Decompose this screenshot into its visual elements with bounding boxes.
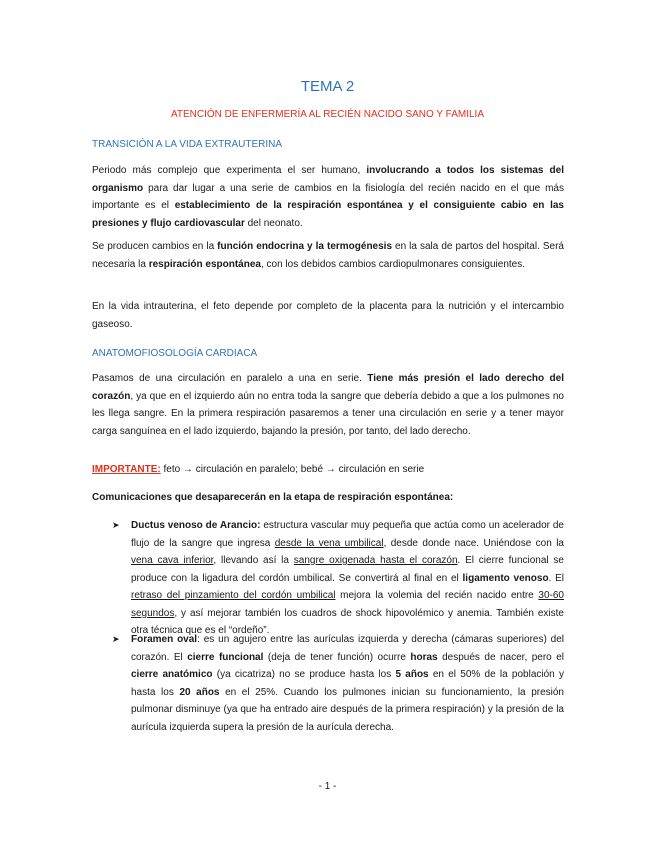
bold-run: Foramen oval bbox=[131, 634, 198, 645]
bold-run: Tiene más presión el lado derecho del corazón bbox=[92, 373, 564, 402]
underlined-run: sangre oxigenada hasta el corazón bbox=[293, 555, 458, 566]
section-heading-transicion: TRANSICIÓN A LA VIDA EXTRAUTERINA bbox=[92, 139, 283, 150]
bold-run: horas bbox=[410, 651, 438, 663]
list-item-ductus-venoso bbox=[112, 517, 565, 640]
paragraph-circulacion bbox=[92, 370, 564, 440]
text-run: , llevando así la bbox=[213, 555, 294, 566]
paragraph-transicion-2 bbox=[92, 238, 564, 273]
bullet-arrow-icon: ➤ bbox=[112, 634, 120, 644]
text-run: (deja de tener función) ocurre bbox=[263, 651, 411, 663]
bold-run: ligamento venoso bbox=[462, 572, 549, 584]
bold-run: Ductus venoso de Arancio: bbox=[131, 520, 261, 531]
text-run: : es un agujero entre las aurículas izquierda y derecha (cámaras superiores) del corazón. El bbox=[131, 634, 564, 663]
underlined-run: 30-60 segundos bbox=[131, 590, 564, 619]
text-run: , y así mejorar también los cuadros de shock hipovolémico y anemia. También existe otra técnica que es el “ordeño”. bbox=[131, 607, 564, 636]
communications-heading: Comunicaciones que desaparecerán en la etapa de respiración espontánea: bbox=[92, 492, 454, 503]
bold-run: cierre anatómico bbox=[131, 669, 213, 680]
underlined-run: retraso del pinzamiento del cordón umbilical bbox=[131, 590, 336, 601]
page-title: TEMA 2 bbox=[300, 78, 355, 95]
underlined-run: vena cava inferior bbox=[131, 555, 214, 566]
page-number: - 1 - bbox=[318, 781, 337, 792]
bold-run: cierre funcional bbox=[187, 651, 264, 663]
underlined-run: desde la vena umbilical bbox=[274, 537, 384, 549]
list-item-foramen-oval bbox=[112, 631, 564, 736]
bold-run: establecimiento de la respiración espontánea y el consiguiente cabio en las presiones y flujo cardiovascular bbox=[92, 200, 564, 229]
bold-run: función endocrina y la termogénesis bbox=[217, 241, 393, 252]
important-label: IMPORTANTE: bbox=[92, 464, 161, 475]
text-run: para dar lugar a una serie de cambios en la fisiología del recién nacido en el que más importante es el bbox=[92, 182, 564, 211]
important-text: feto → circulación en paralelo; bebé → circulación en serie bbox=[160, 464, 425, 475]
bold-run: respiración espontánea bbox=[148, 258, 261, 270]
paragraph-transicion-1 bbox=[92, 162, 564, 232]
text-run: en la sala de partos del hospital. Será necesaria la bbox=[92, 241, 564, 270]
text-run: . El bbox=[548, 572, 565, 584]
section-heading-anatomofisiologia: ANATOMOFIOSOLOGÍA CARDIACA bbox=[92, 348, 258, 359]
important-note bbox=[92, 464, 424, 475]
paragraph-transicion-3: En la vida intrauterina, el feto depende por completo de la placenta para la nutrición y el intercambio gaseoso. bbox=[92, 301, 564, 330]
text-run: Periodo más complejo que experimenta el ser humano, bbox=[92, 165, 367, 176]
text-run: en el 50% de la población y hasta los bbox=[131, 669, 564, 698]
bold-run: 20 años bbox=[179, 686, 220, 698]
text-run: , desde donde nace. Uniéndose con la bbox=[383, 537, 564, 549]
text-run: , ya que en el izquierdo aún no entra toda la sangre que debería debido a que a los pulmones no les llega sangre. En la primera respiración pasaremos a tener una circulación en serie y a tener mayor carga sanguínea en el lado izquierdo, bajando la presión, por tanto, del lado derecho. bbox=[92, 390, 564, 437]
page-subtitle: ATENCIÓN DE ENFERMERÍA AL RECIÉN NACIDO SANO Y FAMILIA bbox=[170, 109, 485, 120]
text-run: Pasamos de una circulación en paralelo a una en serie. bbox=[92, 373, 368, 384]
bold-run: 5 años bbox=[395, 669, 429, 680]
text-run: Se producen cambios en la bbox=[92, 241, 218, 252]
text-run: . El cierre funcional se produce con la ligadura del cordón umbilical. Se convertirá al final en el bbox=[131, 555, 564, 584]
text-run: en el 25%. Cuando los pulmones inician su funcionamiento, la presión pulmonar disminuye (ya que ha entrado aire después de la primera respiración) y la presión de la aurícula izquierda supera la presión de la aurícula derecha. bbox=[131, 686, 564, 733]
text-run: , con los debidos cambios cardiopulmonares consiguientes. bbox=[260, 258, 526, 270]
text-run: mejora la volemia del recién nacido entre bbox=[335, 590, 539, 601]
text-run: (ya cicatriza) no se produce hasta los bbox=[212, 669, 396, 680]
text-run: estructura vascular muy pequeña que actúa como un acelerador de flujo de la sangre que ingresa bbox=[131, 520, 564, 549]
bold-run: involucrando a todos los sistemas del organismo bbox=[92, 165, 564, 194]
text-run: después de nacer, pero el bbox=[437, 651, 564, 663]
bullet-arrow-icon: ➤ bbox=[112, 520, 120, 530]
text-run: del neonato. bbox=[244, 217, 303, 229]
